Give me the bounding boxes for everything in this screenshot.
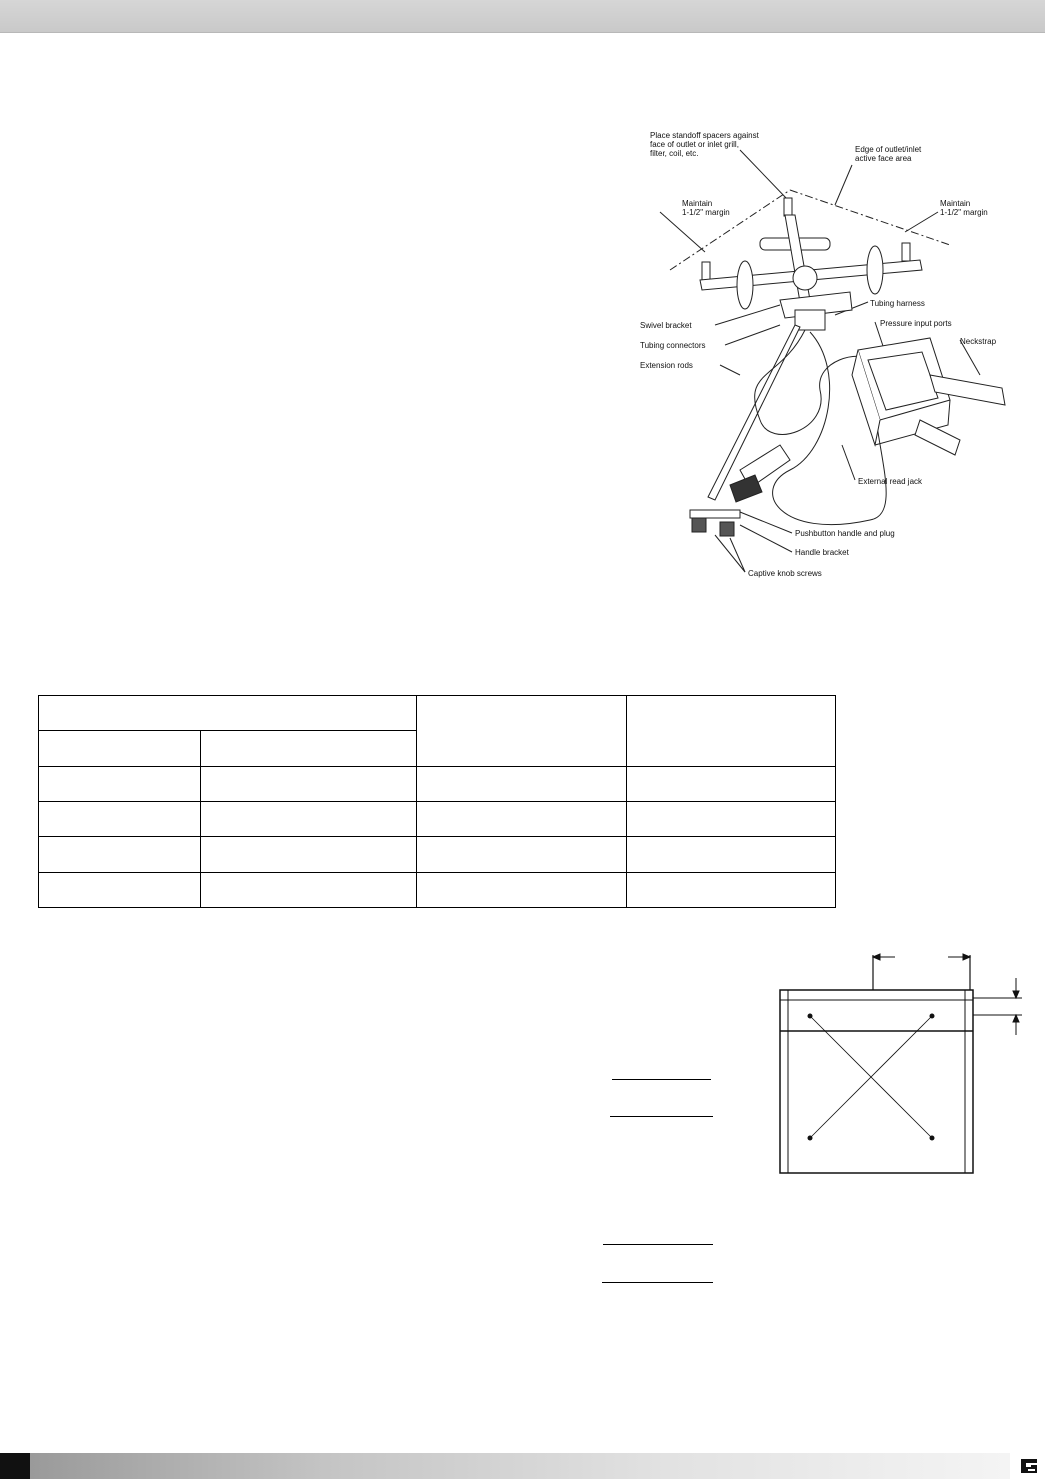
table-cell[interactable] [39, 766, 201, 801]
svg-text:1-1/2" margin [940, 208, 988, 217]
callout-standoff-1: Place standoff spacers against [650, 131, 759, 140]
callout-pushbutton-handle: Pushbutton handle and plug [795, 529, 895, 538]
callout-edge-1: Edge of outlet/inlet [855, 145, 922, 154]
table-cell[interactable] [39, 801, 201, 836]
callout-margin-left-2: 1-1/2" margin [682, 208, 730, 217]
fill-in-line[interactable] [612, 1079, 711, 1080]
table-subheader-cell[interactable] [201, 731, 417, 766]
table-header-cell[interactable] [417, 696, 627, 767]
table-cell[interactable] [417, 872, 627, 907]
table-cell[interactable] [417, 837, 627, 872]
callout-margin-right-1: Maintain [940, 199, 971, 208]
flow-hood-diagram [630, 120, 1010, 595]
footer-page-tab [0, 1453, 30, 1479]
callout-tubing-connectors: Tubing connectors [640, 341, 706, 350]
grille-inner-outline [788, 990, 965, 1173]
fill-in-line[interactable] [610, 1116, 713, 1117]
table-cell[interactable] [39, 872, 201, 907]
callout-external-read-jack: External read jack [858, 477, 923, 486]
reading-point [930, 1014, 935, 1019]
svg-text:1-1/2" margin [682, 208, 730, 217]
header-bar [0, 0, 1045, 33]
reading-point [808, 1136, 813, 1141]
callout-captive-knob: Captive knob screws [748, 569, 822, 578]
fill-in-line[interactable] [603, 1244, 713, 1245]
callout-margin-left-1: Maintain [682, 199, 713, 208]
face-edge-right [790, 190, 950, 245]
callout-edge-2: active face area [855, 154, 912, 163]
svg-text:Maintain [940, 199, 970, 208]
table-cell[interactable] [201, 837, 417, 872]
callout-margin-right-2: 1-1/2" margin [940, 208, 988, 217]
table-cell[interactable] [627, 872, 836, 907]
flow-hood-svg [630, 120, 1010, 595]
svg-text:active face area [855, 154, 912, 163]
callout-swivel-bracket: Swivel bracket [640, 321, 692, 330]
svg-text:Edge of outlet/inlet [855, 145, 922, 154]
table-row [39, 837, 836, 872]
table-cell[interactable] [627, 837, 836, 872]
reading-point [930, 1136, 935, 1141]
callout-standoff-3: filter, coil, etc. [650, 149, 699, 158]
table-header-cell[interactable] [39, 696, 417, 731]
table-row [39, 766, 836, 801]
table-cell[interactable] [417, 766, 627, 801]
table-cell[interactable] [201, 872, 417, 907]
table-row [39, 872, 836, 907]
grille-diagram [770, 945, 1025, 1185]
callout-pressure-ports: Pressure input ports [880, 319, 952, 328]
svg-text:filter, coil, etc. [650, 149, 698, 158]
grille-svg [770, 945, 1025, 1185]
table-subheader-cell[interactable] [39, 731, 201, 766]
footer-bar [30, 1453, 1010, 1479]
table-header-cell[interactable] [627, 696, 836, 767]
reading-point [808, 1014, 813, 1019]
callout-tubing-harness: Tubing harness [870, 299, 925, 308]
svg-text:face of outlet or inlet grill, [650, 140, 739, 149]
svg-text:Maintain [682, 199, 712, 208]
table-header-row [39, 696, 836, 731]
fill-in-line[interactable] [602, 1282, 713, 1283]
table-cell[interactable] [39, 837, 201, 872]
callout-handle-bracket: Handle bracket [795, 548, 849, 557]
table-cell[interactable] [627, 766, 836, 801]
svg-text:Place standoff spacers against [650, 131, 760, 140]
table-row [39, 801, 836, 836]
table-cell[interactable] [627, 801, 836, 836]
callout-extension-rods: Extension rods [640, 361, 693, 370]
table-cell[interactable] [417, 801, 627, 836]
callout-neckstrap: Neckstrap [960, 337, 997, 346]
table-cell[interactable] [201, 801, 417, 836]
traverse-table [38, 695, 836, 908]
table-cell[interactable] [201, 766, 417, 801]
callout-standoff-2: face of outlet or inlet grill, [650, 140, 739, 149]
brand-logo-icon [1018, 1455, 1040, 1477]
